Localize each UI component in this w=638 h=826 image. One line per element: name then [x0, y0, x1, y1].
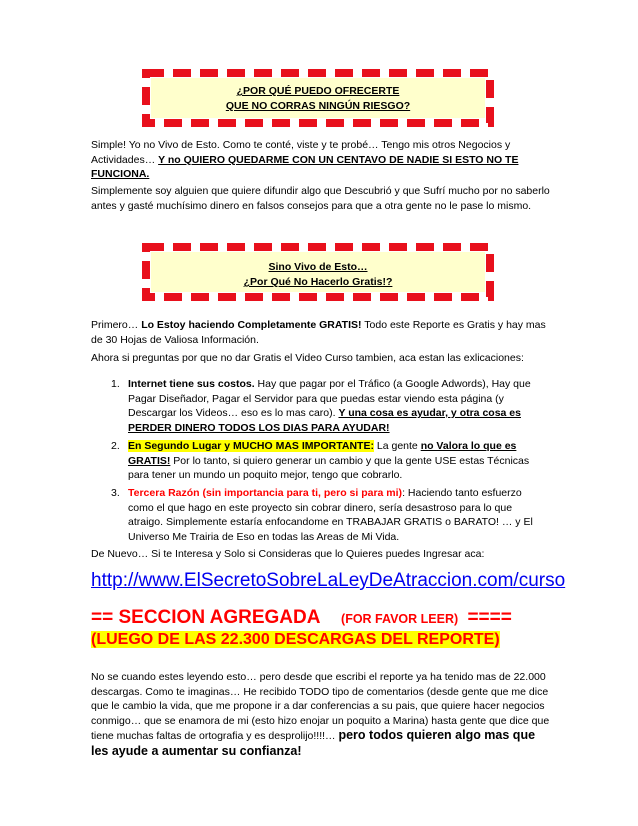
callout-box-1 [139, 66, 497, 130]
paragraph-4: Ahora si preguntas por que no dar Gratis el Video Curso tambien, aca estan las exlicaciones: [91, 352, 524, 364]
section-heading [91, 607, 512, 629]
paragraph-3-pre: Primero… [91, 319, 142, 331]
paragraph-1-text: Simple! Yo no Vivo de Esto. Como te conté, viste y te probé… Tengo mis otros Negocios y Actividades… [91, 139, 511, 166]
list-item-2-text1: La gente [373, 440, 421, 452]
list-item-2-text2: Por lo tanto, si quiero generar un cambio y que la gente USE estas Técnicas para tener un mundo un poquito mejor, tengo que cobrarlo. [128, 454, 530, 481]
list-item-3-text: : Haciendo tanto esfuerzo como el que hago en este proyecto sin cobrar dinero, sería desastroso para lo que atraigo. Simplemente estaría enfocandome en TRABAJAR GRATIS o BARATO! … y El Universo Me Trairia de Eso en todas las Areas de Mi Vida. [128, 487, 533, 543]
course-link[interactable]: http://www.ElSecretoSobreLaLeyDeAtraccion.com/curso [91, 570, 566, 591]
section-title: == SECCION AGREGADA [91, 607, 320, 628]
paragraph-1 [91, 138, 551, 182]
callout-box-2 [139, 240, 497, 304]
list-item-2-highlight: En Segundo Lugar y MUCHO MAS IMPORTANTE: [128, 440, 374, 452]
section-subtitle-text: (LUEGO DE LAS 22.300 DESCARGAS DEL REPORTE) [91, 631, 500, 648]
paragraph-1-bold: Y no QUIERO QUEDARME CON UN CENTAVO DE NADIE SI ESTO NO TE FUNCIONA. [91, 153, 519, 180]
list-item-1-bold-underline: Y una cosa es ayudar, y otra cosa es PERDER DINERO TODOS LOS DIAS PARA AYUDAR! [128, 407, 521, 434]
paragraph-6-bold: pero todos quieren algo mas que les ayude a aumentar su confianza! [91, 728, 536, 758]
paragraph-3 [91, 318, 551, 347]
paragraph-3-post: Todo este Reporte es Gratis y hay mas de 30 Hojas de Valiosa Información. [91, 319, 546, 346]
list-item-3-red: Tercera Razón (sin importancia para ti, pero si para mi) [128, 487, 403, 499]
paragraph-6-text: No se cuando estes leyendo esto… pero desde que escribi el reporte ya ha tenido mas de 22.000 descargas. Como te imaginas… He recibido TODO tipo de comentarios (desde gente que me dice que le cambio la vida, que me propone ir a dar conferencias a su pais, que quiere hacer negocios conmigo… que se enamora de mi (esto hizo enojar un poquito a Marina) hasta gente que dice que tiene muchas faltas de ortografia y es desprolijo!!!!… [91, 671, 550, 742]
paragraph-3-bold: Lo Estoy haciendo Completamente GRATIS! [141, 319, 362, 331]
section-title-small: (FOR FAVOR LEER) [341, 612, 459, 626]
list-item-2-number: 2. [111, 440, 120, 452]
list-item-2-bold-underline: no Valora lo que es GRATIS! [128, 440, 517, 467]
list-item-2 [128, 439, 548, 483]
paragraph-6 [91, 670, 551, 759]
list-item-1-bold: Internet tiene sus costos. [128, 378, 255, 390]
paragraph-5: De Nuevo… Si te Interesa y Solo si Consideras que lo Quieres puedes Ingresar aca: [91, 548, 485, 560]
callout-box-1-line1: ¿POR QUÉ PUEDO OFRECERTE [236, 85, 400, 97]
callout-box-2-line1: Sino Vivo de Esto… [268, 261, 368, 273]
section-title-end: ==== [467, 607, 512, 628]
list-item-1-text: Hay que pagar por el Tráfico (a Google Adwords), Hay que Pagar Diseñador, Pagar el Servidor para que puedas estar viendo esta página (y Descargar los Videos… eso es lo mas caro). [128, 378, 531, 419]
paragraph-2: Simplemente soy alguien que quiere difundir algo que Descubrió y que Sufrí mucho por no saberlo antes y gasté muchísimo dinero en falsos consejos para que a otra gente no le pase lo mismo. [91, 185, 550, 212]
section-subtitle [91, 631, 500, 649]
callout-box-1-line2: QUE NO CORRAS NINGÚN RIESGO? [225, 100, 411, 112]
list-item-1 [128, 377, 548, 435]
list-item-3 [128, 486, 548, 544]
list-item-3-number: 3. [111, 487, 120, 499]
list-item-1-number: 1. [111, 378, 120, 390]
callout-box-2-line2: ¿Por Qué No Hacerlo Gratis!? [243, 276, 393, 288]
